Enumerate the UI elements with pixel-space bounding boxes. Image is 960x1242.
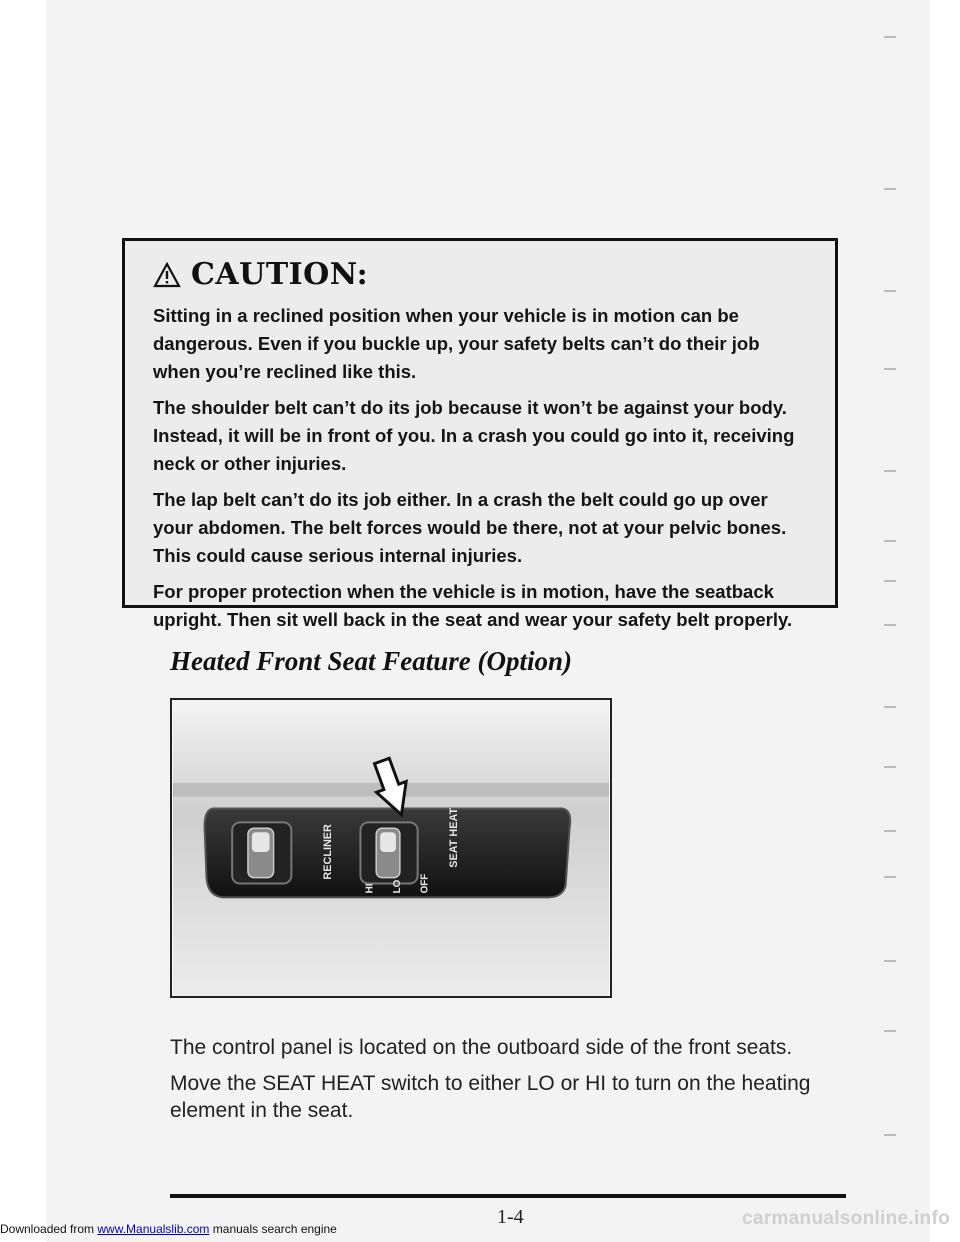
off-label: OFF bbox=[419, 873, 431, 894]
caution-header bbox=[153, 257, 807, 292]
body-paragraph: Move the SEAT HEAT switch to either LO or HI to turn on the heating element in the seat. bbox=[170, 1072, 811, 1122]
recliner-label: RECLINER bbox=[321, 824, 334, 880]
caution-box bbox=[122, 238, 838, 630]
caution-paragraph: The lap belt can’t do its job either. In a crash the belt could go up over your abdomen. The belt forces would be there, not at your pelvic bones. This could cause serious internal injuries. bbox=[153, 489, 787, 566]
section-title: Heated Front Seat Feature (Option) bbox=[170, 646, 573, 676]
download-suffix: manuals search engine bbox=[209, 1222, 337, 1236]
hi-label: HI bbox=[364, 883, 376, 894]
caution-title: CAUTION: bbox=[191, 257, 369, 292]
footer-rule bbox=[170, 1194, 846, 1198]
watermark: carmanualsonline.info bbox=[742, 1208, 950, 1229]
body-paragraph: The control panel is located on the outboard side of the front seats. bbox=[170, 1036, 793, 1059]
lo-label: LO bbox=[391, 879, 403, 894]
caution-paragraph: For proper protection when the vehicle is in motion, have the seatback upright. Then sit well back in the seat and wear your safety belt properly. bbox=[153, 581, 793, 630]
manualslib-link[interactable]: www.Manualslib.com bbox=[97, 1222, 210, 1236]
control-panel-photo bbox=[170, 698, 612, 998]
seat-switch-illustration bbox=[172, 700, 610, 996]
seat-heat-label: SEAT HEAT bbox=[448, 807, 461, 868]
download-prefix: Downloaded from bbox=[0, 1222, 98, 1236]
download-notice bbox=[0, 1222, 337, 1236]
page-number: 1-4 bbox=[497, 1206, 524, 1228]
caution-paragraph: Sitting in a reclined position when your vehicle is in motion can be dangerous. Even if you buckle up, your safety belts can’t do their job when you’re reclined like this. bbox=[153, 305, 760, 382]
caution-paragraph: The shoulder belt can’t do its job because it won’t be against your body. Instead, it will be in front of you. In a crash you could go into it, receiving neck or other injuries. bbox=[153, 397, 795, 474]
margin-ticks bbox=[878, 0, 908, 1200]
warning-triangle-icon bbox=[153, 262, 181, 288]
